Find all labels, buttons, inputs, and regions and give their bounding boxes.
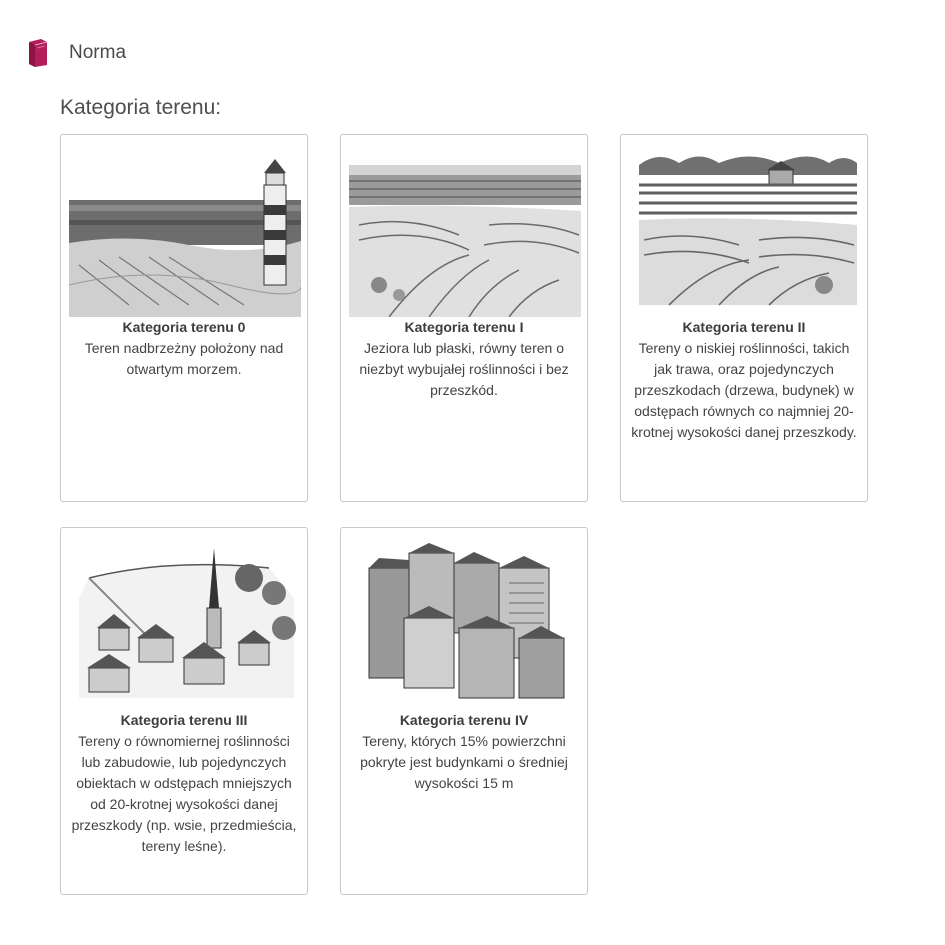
card-description: Tereny o niskiej roślinności, takich jak trawa, oraz pojedynczych przeszkodach (drzewa, budynek) w odstępach równych co najmniej 20-krotnej wysokości danej przeszkody. (631, 340, 857, 440)
card-title: Kategoria terenu 0 (122, 319, 246, 335)
card-description: Teren nadbrzeżny położony nad otwartym morzem. (84, 340, 284, 377)
card-title: Kategoria terenu II (682, 319, 806, 335)
section-title: Kategoria terenu: (60, 96, 222, 119)
terrain-category-card-1[interactable] (340, 134, 588, 502)
card-description: Tereny, których 15% powierzchni pokryte jest budynkami o średniej wysokości 15 m (360, 733, 568, 791)
card-description: Tereny o równomiernej roślinności lub zabudowie, lub pojedynczych obiektach w odstępach mniejszych od 20-krotnej wysokości danej przeszkody (np. wsie, przedmieścia, tereny leśne). (71, 733, 297, 854)
card-description: Jeziora lub płaski, równy teren o niezbyt wybujałej roślinności i bez przeszkód. (359, 340, 569, 398)
city-buildings-illustration (349, 538, 581, 710)
village-illustration (69, 538, 301, 710)
card-title: Kategoria terenu I (404, 319, 524, 335)
sea-lighthouse-illustration (69, 145, 301, 317)
header (26, 38, 126, 68)
terrain-category-card-2[interactable] (620, 134, 868, 502)
book-icon (26, 38, 50, 68)
terrain-category-card-3[interactable] (60, 527, 308, 895)
norma-label: Norma (69, 42, 127, 63)
lake-fields-illustration (349, 145, 581, 317)
card-title: Kategoria terenu III (120, 712, 248, 728)
card-title: Kategoria terenu IV (399, 712, 529, 728)
terrain-category-card-4[interactable] (340, 527, 588, 895)
terrain-category-card-0[interactable] (60, 134, 308, 502)
fields-trees-illustration (629, 145, 861, 317)
